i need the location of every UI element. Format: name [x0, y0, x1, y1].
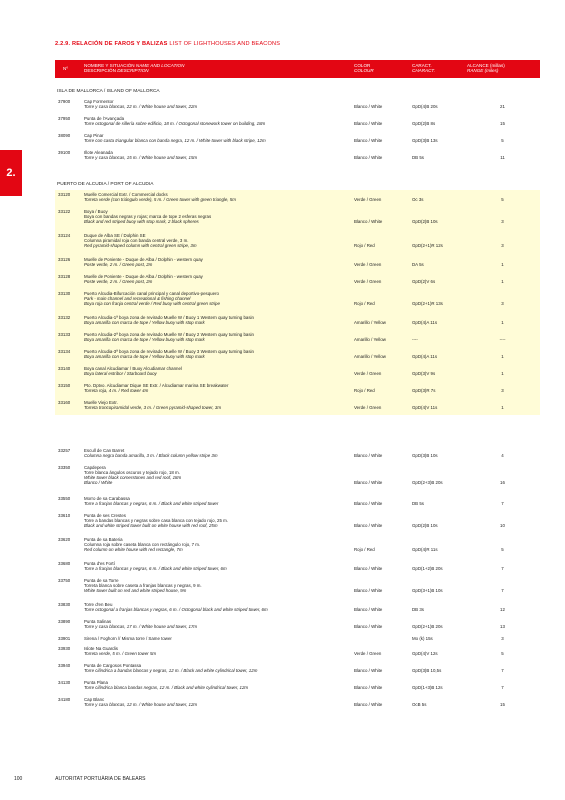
table-row — [55, 255, 540, 272]
light-characteristic: GpD(2)B 10s — [412, 219, 438, 225]
lighthouse-number: 37950 — [58, 116, 71, 121]
light-characteristic: GpD(2+1)R 12s — [412, 243, 443, 249]
lighthouse-description: Sirena / Foghorn // Misma torre / Same tower — [84, 636, 172, 641]
table-row — [55, 131, 540, 148]
lighthouse-number: 33930 — [58, 646, 71, 651]
title-main: 2.2.9. RELACIÓN DE FAROS Y BALIZAS — [55, 41, 168, 47]
light-colour: Blanco / White — [354, 501, 383, 507]
light-characteristic: GpD(2+1)B 20s — [412, 624, 443, 630]
light-colour: Verde / Green — [354, 197, 382, 203]
lighthouse-description: Muelle Viejo Extr. Torreta troncopiramidal verde, 3 m. / Green pyramid-shaped tower, 3m — [84, 400, 221, 411]
publisher-name: AUTORITAT PORTUÀRIA DE BALEARS — [55, 776, 146, 782]
light-characteristic: ---- — [412, 337, 418, 343]
lighthouse-description: Puerto Alcudia-3ª boya zona de revirado Muelle W / Buoy 3 Western quay turning basin Boya amarilla con marca de tope / Yellow buoy with stop mark — [84, 349, 254, 360]
lighthouse-number: 34180 — [58, 697, 71, 702]
table-row — [55, 97, 540, 114]
table-row — [55, 330, 540, 347]
light-colour: Rojo / Red — [354, 388, 375, 394]
table-row — [55, 364, 540, 381]
lighthouse-number: 33620 — [58, 537, 71, 542]
table-row — [55, 600, 540, 617]
lighthouse-description: Punta de ses Crestes Torre a bandas blancas y negras sobre casa blanca con tejado rojo, 25 m. Black and white striped tower built on white house with red roof, 25m — [84, 513, 229, 529]
light-colour: Blanco / White — [354, 588, 383, 594]
light-colour: Rojo / Red — [354, 547, 375, 553]
light-range: 3 — [501, 301, 504, 307]
lighthouse-description: Punta d'es Fortí Torre a franjas blancas y negras, 6 m. / Black and white striped tower, 6m — [84, 561, 227, 572]
light-colour: Blanco / White — [354, 453, 383, 459]
lighthouse-number: 33680 — [58, 561, 71, 566]
table-row — [55, 463, 540, 494]
light-colour: Verde / Green — [354, 371, 382, 377]
table-row — [55, 511, 540, 535]
light-range: 3 — [501, 219, 504, 225]
light-colour: Blanco / White — [354, 668, 383, 674]
lighthouse-description: Illote Aleanada Torre y casa blancas, 15 m. / White house and tower, 15m — [84, 150, 198, 161]
light-colour: Blanco / White — [354, 523, 383, 529]
light-range: 7 — [501, 501, 504, 507]
light-characteristic: GpD(1+3)B 12s — [412, 685, 443, 691]
lighthouse-number: 33128 — [58, 274, 71, 279]
light-characteristic: Oc 3s — [412, 197, 424, 203]
lighthouse-description: Capdepera Torre blanca ángulos oscuros y tejado rojo, 18 m. White tower black cornerstones and red roof, 18m Blanco / White — [84, 465, 182, 486]
light-colour: Blanco / White — [354, 685, 383, 691]
light-colour: Blanco / White — [354, 155, 383, 161]
table-row — [55, 313, 540, 330]
light-range: 10 — [500, 523, 505, 529]
light-characteristic: GpD(1+2)B 20s — [412, 566, 443, 572]
light-characteristic: GpD(3)B 13s — [412, 138, 438, 144]
lighthouse-number: 33550 — [58, 496, 71, 501]
light-range: 3 — [501, 243, 504, 249]
lighthouse-description: Puerto Alcudia-1ª boya zona de revirado Muelle W / Buoy 1 Western quay turning basin Boya amarilla con marca de tope / Yellow buoy with stop mark — [84, 315, 254, 326]
lighthouse-description: Escull de Can Barret Columna negra banda amarilla, 3 m. / Black column yellow stripe 3m — [84, 448, 218, 459]
table-row — [55, 644, 540, 661]
table-row — [55, 695, 540, 712]
light-characteristic: GpD(3+1)B 10s — [412, 588, 443, 594]
light-characteristic: GpD(4)V 11s — [412, 405, 438, 411]
lighthouse-description: Cap Formentor Torre y casa blancas, 22 m. / White house and tower, 22m — [84, 99, 198, 110]
light-characteristic: DA 5s — [412, 262, 424, 268]
light-range: 21 — [500, 104, 505, 110]
light-colour: Blanco / White — [354, 702, 383, 708]
lighthouse-description: Puerto Alcudia-Bifurcación canal principal y canal deportivo-pesquero Park - main channel and recreational & fishing channel Boya roja con franja central verde / Red buoy with central green stripe — [84, 291, 220, 307]
lighthouse-description: Torre d'en Beu Torre octogonal a franjas blancas y negras, 6 m. / Octogonal black and white striped tower, 6m — [84, 602, 268, 613]
page-title — [55, 41, 280, 47]
light-range: 4 — [501, 453, 504, 459]
table-row — [55, 114, 540, 131]
table-row — [55, 190, 540, 207]
light-characteristic: DB 5s — [412, 501, 424, 507]
header-name: NOMBRE Y SITUACIÓN NAME AND LOCATION DESCRIPCIÓN DESCRIPTION — [84, 63, 185, 74]
lighthouse-number: 33890 — [58, 619, 71, 624]
lighthouse-number: 33160 — [58, 400, 71, 405]
light-range: 12 — [500, 607, 505, 613]
light-colour: Blanco / White — [354, 104, 383, 110]
lighthouse-number: 33120 — [58, 192, 71, 197]
light-range: 15 — [500, 121, 505, 127]
lighthouse-description: Cap Pinar Torre con casta triangular blanca con banda negra, 12 m. / White tower with black stripe, 12m — [84, 133, 266, 144]
light-characteristic: GpD(3)B 10,5s — [412, 668, 442, 674]
lighthouse-number: 33610 — [58, 513, 71, 518]
light-colour: Verde / Green — [354, 279, 382, 285]
light-range: ---- — [499, 337, 506, 343]
light-characteristic: GpD(4)A 11s — [412, 354, 438, 360]
light-characteristic: GpD(4)A 11s — [412, 320, 438, 326]
light-colour: Amarillo / Yellow — [354, 354, 386, 360]
light-range: 16 — [500, 480, 505, 486]
lighthouse-number: 33124 — [58, 233, 71, 238]
lighthouse-number: 33150 — [58, 383, 71, 388]
light-range: 7 — [501, 685, 504, 691]
light-colour: Blanco / White — [354, 219, 383, 225]
lighthouse-number: 33901 — [58, 636, 71, 641]
light-range: 7 — [501, 588, 504, 594]
lighthouse-description: Puerto Alcudia-2ª boya zona de revirado Muelle W / Buoy 2 Western quay turning basin Boya amarilla con marca de tope / Yellow buoy with stop mark — [84, 332, 254, 343]
light-range: 3 — [501, 636, 504, 641]
light-colour: Verde / Green — [354, 262, 382, 268]
table-row — [55, 231, 540, 255]
table-row — [55, 398, 540, 415]
table-row — [55, 148, 540, 165]
light-characteristic: GpD(2+1)R 13s — [412, 301, 443, 307]
light-range: 1 — [501, 279, 504, 285]
light-range: 5 — [501, 138, 504, 144]
light-range: 1 — [501, 371, 504, 377]
light-range: 7 — [501, 566, 504, 572]
light-characteristic: GpD(4)R 11s — [412, 547, 438, 553]
light-colour: Blanco / White — [354, 624, 383, 630]
lighthouse-description: Duque de Alba SE / Dolphin SE Columna piramidal roja con banda central verde, 3 m. Red pyramid-shaped column with central green stripe, 3m — [84, 233, 197, 249]
lighthouse-description: Islote Na Guardis Torreta verde, 5 m. / Green tower 5m — [84, 646, 157, 657]
lighthouse-number: 33750 — [58, 578, 71, 583]
light-range: 3 — [501, 388, 504, 394]
header-color: COLOR COLOUR — [354, 63, 374, 74]
lighthouse-description: Punta Salinas Torre y casa blancas, 17 m. / White house and tower, 17m — [84, 619, 198, 630]
light-colour: Verde / Green — [354, 405, 382, 411]
page-number: 100 — [14, 776, 23, 782]
lighthouse-description: Punta de sa Torre Torreta blanca sobre caseta a franjas blancas y negras, 9 m. White tower built on red and white striped house, 9m — [84, 578, 202, 594]
lighthouse-number: 33350 — [58, 465, 71, 470]
table-row — [55, 559, 540, 576]
light-range: 1 — [501, 405, 504, 411]
lighthouse-number: 39100 — [58, 150, 71, 155]
lighthouse-description: Muelle Comercial Extr. / Commercial docks Torreta verde (con triángulo verde), 5 m. / Green tower with green triangle, 5m — [84, 192, 236, 203]
chapter-tab: 2. — [0, 150, 22, 196]
section-title: ISLA DE MALLORCA / ISLAND OF MALLORCA — [57, 89, 160, 94]
table-row — [55, 634, 540, 644]
lighthouse-number: 33257 — [58, 448, 71, 453]
lighthouse-number: 33940 — [58, 663, 71, 668]
table-row — [55, 347, 540, 364]
lighthouse-number: 37900 — [58, 99, 71, 104]
light-range: 13 — [500, 624, 505, 630]
table-header — [55, 60, 540, 78]
light-characteristic: GpD(3)R 7s — [412, 388, 436, 394]
lighthouse-description: Pto. Dptvo. Alcudiamar Dique SE Extr. / Alcudiamar marina SE breakwater Torreta roja, 4 m. / Red tower 4m — [84, 383, 229, 394]
light-colour: Amarillo / Yellow — [354, 320, 386, 326]
light-range: 5 — [501, 547, 504, 553]
light-characteristic: OcB 5s — [412, 702, 427, 708]
page-footer — [14, 776, 146, 782]
light-characteristic: GpD(2+3)B 20s — [412, 480, 443, 486]
light-characteristic: GpD(4)V 12s — [412, 651, 438, 657]
lighthouse-number: 33122 — [58, 209, 71, 214]
table-row — [55, 446, 540, 463]
lighthouse-number: 33140 — [58, 366, 71, 371]
light-characteristic: GpD(2)B 8s — [412, 121, 436, 127]
light-range: 7 — [501, 668, 504, 674]
lighthouse-number: 33830 — [58, 602, 71, 607]
lighthouse-description: Cap Blanc Torre y casa blancas, 12 m. / White house and tower, 12m — [84, 697, 198, 708]
lighthouse-description: Boya / Buoy Boya con bandas negras y rojas; marca de tope 2 esferas negras Black and red striped buoy with stop mark, 2 black spheres — [84, 209, 212, 225]
lighthouse-number: 34130 — [58, 680, 71, 685]
light-characteristic: GpD(3)V 9s — [412, 371, 436, 377]
lighthouse-description: Boya canal Alcudiamar / Buoy Alcudiamar channel Boya lateral estribor / Starboard buoy — [84, 366, 182, 377]
light-characteristic: DB 3s — [412, 607, 424, 613]
lighthouse-description: Punta de sa Bateria Columna roja sobre caseta blanca con rectángulo rojo, 7 m. Red column on white house with red rectangle, 7m — [84, 537, 201, 553]
light-colour: Verde / Green — [354, 651, 382, 657]
table-row — [55, 535, 540, 559]
light-range: 1 — [501, 354, 504, 360]
section-title: PUERTO DE ALCUDIA / PORT OF ALCUDIA — [57, 182, 154, 187]
header-alcance: ALCANCE (millas) RANGE (miles) — [467, 63, 505, 74]
light-range: 1 — [501, 262, 504, 268]
light-characteristic: GpD(2)V 6s — [412, 279, 436, 285]
table-row — [55, 678, 540, 695]
table-row — [55, 576, 540, 600]
light-colour: Amarillo / Yellow — [354, 337, 386, 343]
header-num: Nº — [63, 66, 68, 71]
lighthouse-description: Muelle de Poniente - Duque de Alba / Dolphin - western quay Poste verde, 2 m. / Green post, 2m — [84, 274, 203, 285]
light-colour: Rojo / Red — [354, 243, 375, 249]
light-characteristic: DB 5s — [412, 155, 424, 161]
lighthouse-description: Muelle de Poniente - Duque de Alba / Dolphin - western quay Poste verde, 2 m. / Green post, 2m — [84, 257, 203, 268]
title-sub: LIST OF LIGHTHOUSES AND BEACONS — [169, 41, 281, 47]
lighthouse-description: Punta de l'Avançada Torre octogonal de sillería sobre edificio, 18 m. / Octogonal stonework tower on building, 18m — [84, 116, 266, 127]
table-row — [55, 381, 540, 398]
light-characteristic: GpD(4)B 20s — [412, 104, 438, 110]
lighthouse-description: Punta de Cargosos Pontassa Torre cilíndrica a bandas blancas y negras, 12 m. / Black and white cylindrical tower, 12m — [84, 663, 258, 674]
light-colour: Blanco / White — [354, 138, 383, 144]
table-row — [55, 272, 540, 289]
lighthouse-number: 38090 — [58, 133, 71, 138]
light-characteristic: GpD(2)B 10s — [412, 523, 438, 529]
lighthouse-number: 33132 — [58, 315, 71, 320]
table-row — [55, 617, 540, 634]
light-characteristic: GpD(3)B 10s — [412, 453, 438, 459]
lighthouse-number: 33130 — [58, 291, 71, 296]
table-row — [55, 661, 540, 678]
light-range: 5 — [501, 197, 504, 203]
light-colour: Blanco / White — [354, 566, 383, 572]
lighthouse-description: Punta Plana Torre cilíndrica blanca bandas negras, 12 m. / Black and white cylindrical tower, 12m — [84, 680, 249, 691]
lighthouse-description: Morro de sa Carabassa Torre a franjas blancas y negras, 6 m. / Black and white striped tower — [84, 496, 219, 507]
light-colour: Blanco / White — [354, 121, 383, 127]
light-range: 5 — [501, 651, 504, 657]
light-colour: Rojo / Red — [354, 301, 375, 307]
table-row — [55, 207, 540, 231]
lighthouse-number: 33126 — [58, 257, 71, 262]
table-row — [55, 289, 540, 313]
light-colour: Blanco / White — [354, 607, 383, 613]
lighthouse-number: 33134 — [58, 349, 71, 354]
table-row — [55, 494, 540, 511]
light-range: 15 — [500, 702, 505, 708]
lighthouse-number: 33133 — [58, 332, 71, 337]
light-colour: Blanco / White — [354, 480, 383, 486]
light-range: 11 — [500, 155, 505, 161]
light-range: 1 — [501, 320, 504, 326]
light-characteristic: Mo (k) 15s — [412, 636, 433, 641]
header-caract: CARACT. CHARACT. — [412, 63, 436, 74]
